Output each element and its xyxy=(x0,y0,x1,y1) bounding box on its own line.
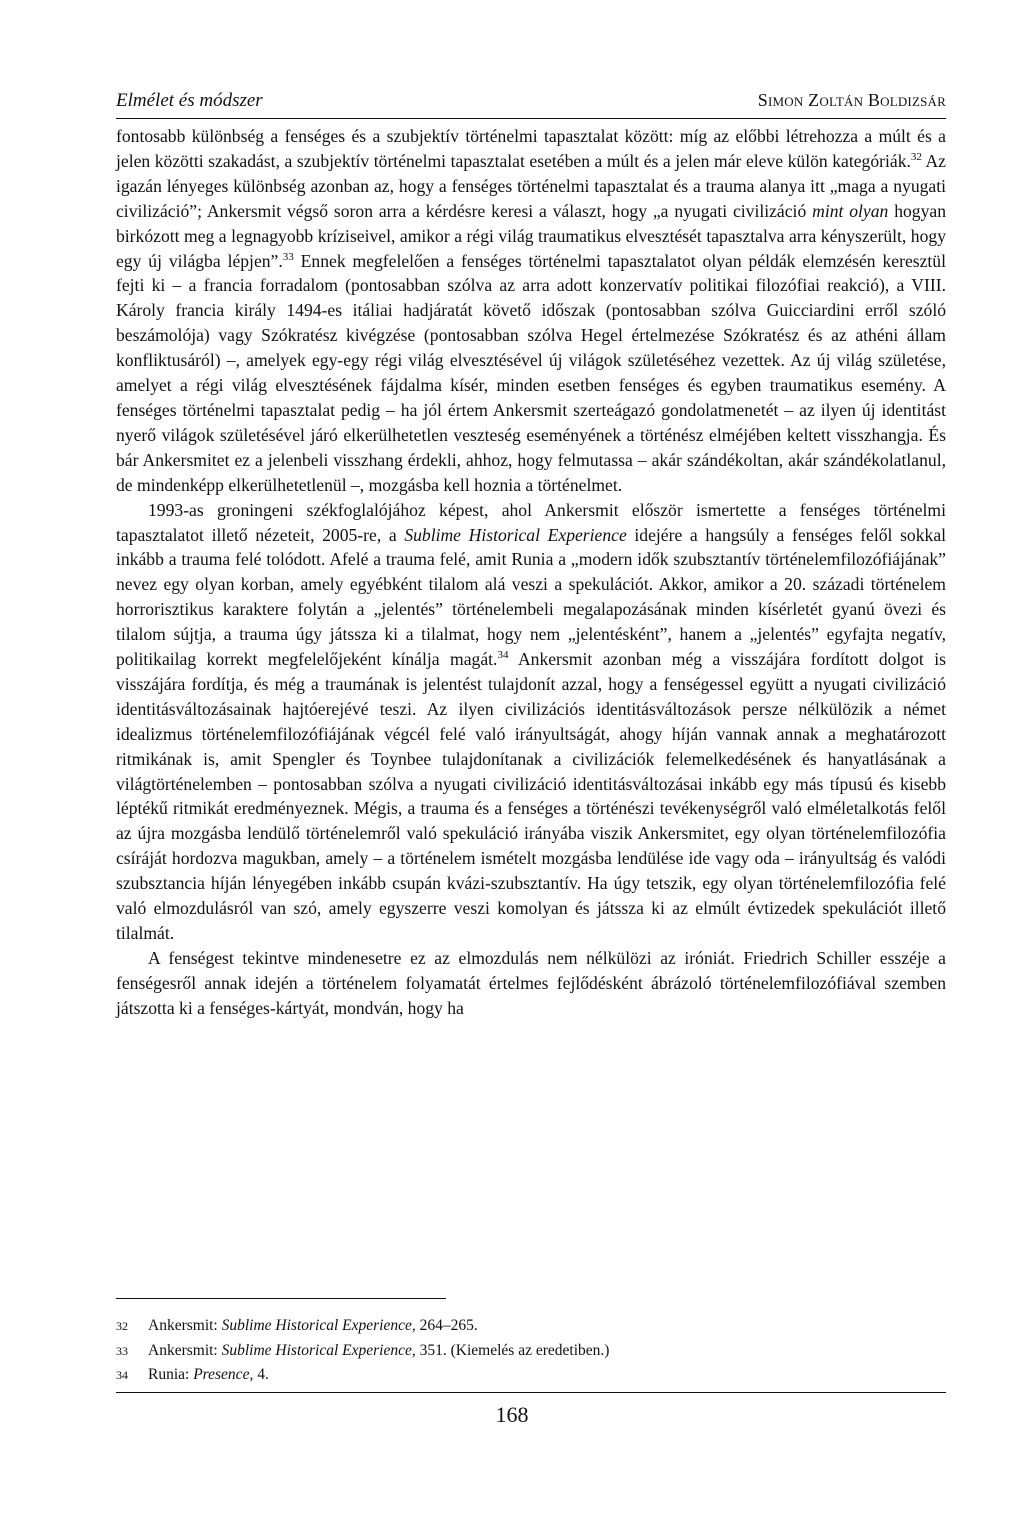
text-segment: idejére a hangsúly a fenséges felől sokkal inkább a trauma felé tolódott. Afelé a trauma felé, amit Runia a „modern idők szubsztantív történelemfilozófiájának” nevez egy olyan korban, amely egyébként tilalom alá veszi a spekulációt. Akkor, amikor a 20. századi történelem horrorisztikus karaktere folytán a „jelentés” történelembeli megalapozásának minden kísérletét gyanú övezi és tilalom sújtja, a trauma úgy játssza ki a tilalmat, hogy nem „jelentésként”, hanem a „jelentés” egyfajta negatív, politikailag korrekt megfelelőjeként kínálja magát. xyxy=(116,524,947,670)
footnote-text xyxy=(148,1314,478,1338)
footnote-reference: 34 xyxy=(497,649,509,662)
body-text xyxy=(116,124,946,1021)
footnote-number: 32 xyxy=(116,1319,128,1333)
text-segment: Ankersmit azonban még a visszájára fordított dolgot is visszájára fordítja, és még a traumának is jelentést tulajdonít azzal, hogy a fenségessel együtt a nyugati civilizáció identitásváltozásainak hajtóerejévé teszi. Az ilyen civilizációs identitásváltozások persze nélkülözik a német idealizmus történelemfilozófiájának végcél felé való irányultságát, ahogy híján vannak annak a meghatározott ritmikának is, amit Spengler és Toynbee tulajdonítanak a civilizációk felemelkedésének és hanyatlásának a világtörténelemben – pontosabban szólva a nyugati civilizáció identitásváltozásai inkább egy más típusú és kisebb léptékű ritmikát eredményeznek. Mégis, a trauma és a fenséges a történészi tevékenységről való elméletalkotás felől az újra mozgásba lendülő történelemről való spekuláció irányába viszik Ankersmitet, egy olyan történelemfilozófia csíráját hordozva magukban, amely – a történelem ismételt mozgásba lendülése ide vagy oda – irányultság és valódi szubsztancia híján lényegében inkább csupán kvázi-szubsztantív. Ha úgy tetszik, egy olyan történelemfilozófia felé való elmozdulásról van szó, amely egyszerre veszi komolyan és játssza ki az elmúlt évtizedek spekulációt illető tilalmát. xyxy=(116,649,946,943)
footnote-author: Ankersmit: xyxy=(148,1341,222,1359)
italic-text: mint olyan xyxy=(812,200,889,221)
text-segment: 1993-as groningeni székfoglalójához képest, ahol Ankersmit először ismertette a fenséges történelmi tapasztalatot illető nézeteit, 2005-re, a xyxy=(116,499,946,545)
text-segment: Az igazán lényeges különbség azonban az, hogy a fenséges történelmi tapasztalat és a trauma alanya itt „maga a nyugati civilizáció”; Ankersmit végső soron arra a kérdésre keresi a választ, hogy „a nyugati civilizáció xyxy=(116,150,946,221)
text-segment: fontosabb különbség a fenséges és a szubjektív történelmi tapasztalat között: míg az előbbi létrehozza a múlt és a jelen közötti szakadást, a szubjektív történelmi tapasztalat esetében a múlt és a jelen már eleve külön kategóriák. xyxy=(116,126,946,171)
footnote-author: Runia: xyxy=(148,1366,194,1383)
footnote-text xyxy=(148,1363,269,1387)
footnote-title: Presence, xyxy=(193,1366,254,1383)
footnote xyxy=(116,1339,946,1364)
footnote-number: 34 xyxy=(116,1368,128,1382)
footnote-title: Sublime Historical Experience, xyxy=(221,1317,416,1334)
footnote xyxy=(116,1363,946,1388)
footnote-pages: 351. (Kiemelés az eredetiben.) xyxy=(415,1341,610,1359)
paragraph xyxy=(116,946,946,1021)
footnote-title: Sublime Historical Experience, xyxy=(221,1341,416,1359)
footnote-text xyxy=(148,1339,609,1363)
page-number: 168 xyxy=(495,1402,529,1427)
footnote-divider xyxy=(116,1298,446,1299)
text-segment: A fenségest tekintve mindenesetre ez az elmozdulás nem nélkülözi az iróniát. Friedrich Schiller esszéje a fenségesről annak idején a történelem folyamatát értelmes fejlődésként ábrázoló történelemfilozófiával szemben játszotta ki a fenséges-kártyát, mondván, hogy ha xyxy=(116,947,946,1018)
page-bottom-rule xyxy=(116,1392,946,1393)
footnote xyxy=(116,1314,946,1339)
running-head-section: Elmélet és módszer xyxy=(116,90,263,111)
paragraph xyxy=(116,498,946,946)
footnote-number: 33 xyxy=(116,1343,128,1358)
running-head xyxy=(116,90,946,119)
footnote-pages: 4. xyxy=(253,1366,269,1383)
footnote-author: Ankersmit: xyxy=(148,1317,222,1334)
italic-text: Sublime Historical Experience xyxy=(404,524,627,545)
footnote-reference: 32 xyxy=(910,151,922,164)
text-segment: Ennek megfelelően a fenséges történelmi tapasztalatot olyan példák elemzésén keresztül fejti ki – a francia forradalom (pontosabban szólva az arra adott konzervatív politikai filozófiai reakció), a VIII. Károly francia király 1494-es itáliai hadjáratát követő időszak (pontosabban szólva Guicciardini erről szóló beszámolója) vagy Szókratész kivégzése (pontosabban szólva Hegel értelmezése Szókratész és az athéni állam konfliktusáról) –, amelyek egy-egy régi világ elvesztésével új világok születéséhez vezettek. Az új világ születése, amelyet a régi világ elvesztésének fájdalma kísér, minden esetben fenséges és egyben traumatikus esemény. A fenséges történelmi tapasztalat pedig – ha jól értem Ankersmit szerteágazó gondolatmenetét – az ilyen új identitást nyerő világok születésével járó elkerülhetetlen veszteség eseményének a történész elméjében keltett visszhangja. És bár Ankersmitet ez a jelenbeli visszhang érdekli, ahhoz, hogy felmutassa – akár szándékoltan, akár szándékolatlanul, de mindenképp elkerülhetetlenül –, mozgásba kell hoznia a történelmet. xyxy=(116,250,946,495)
running-head-author: Simon Zoltán Boldizsár xyxy=(757,90,946,110)
text-segment: hogyan birkózott meg a legnagyobb kríziseivel, amikor a régi világ traumatikus elvesztését tapasztalva arra kényszerült, hogy egy új világba lépjen”. xyxy=(116,200,946,271)
footnotes xyxy=(116,1314,946,1388)
paragraph xyxy=(116,124,946,498)
footnote-reference: 33 xyxy=(282,250,294,263)
footnote-pages: 264–265. xyxy=(415,1317,478,1334)
